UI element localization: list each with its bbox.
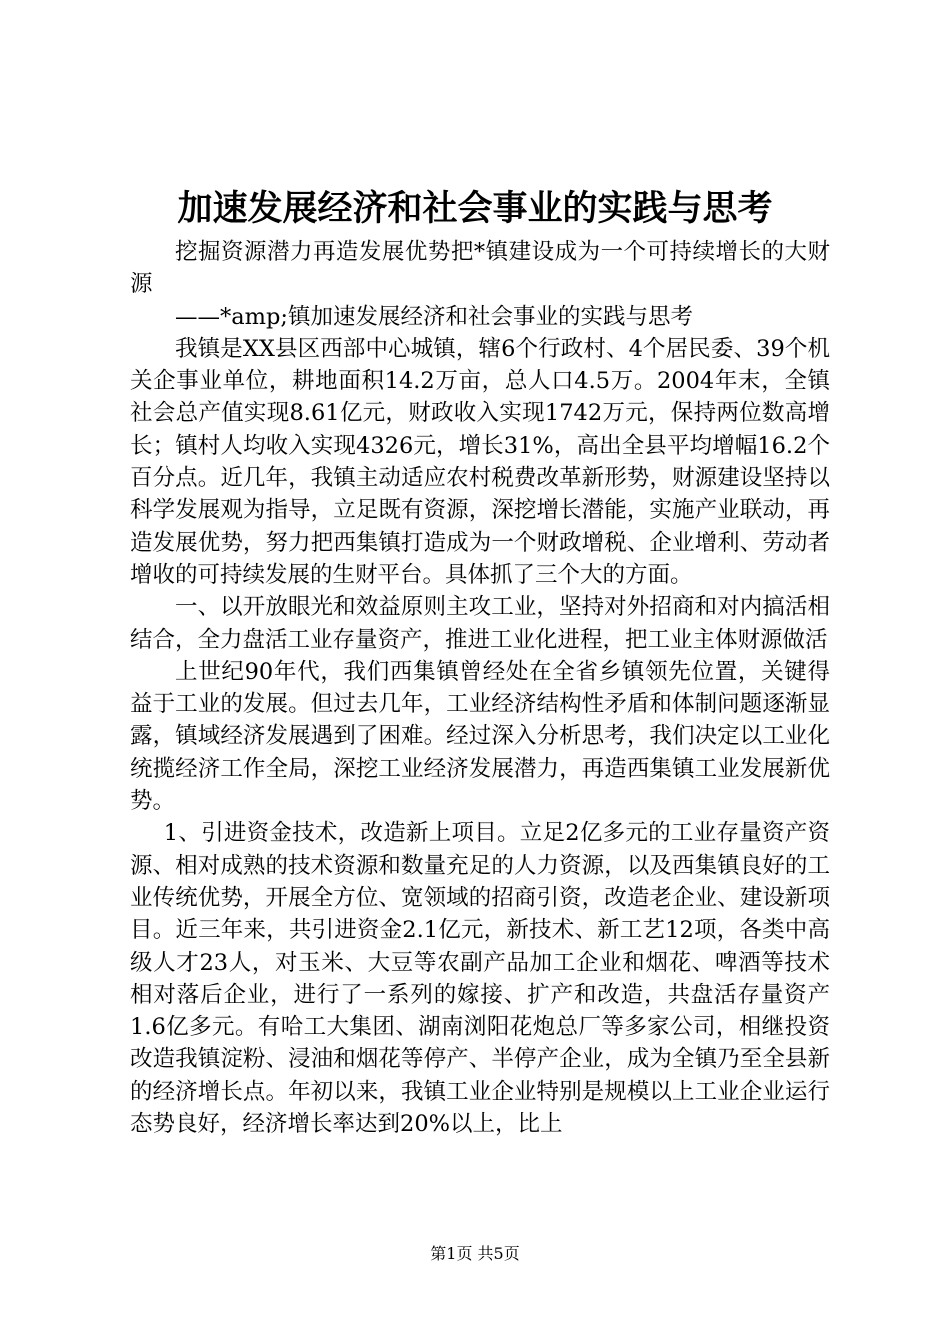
- document-title: 加速发展经济和社会事业的实践与思考: [177, 188, 773, 229]
- subtitle-paragraph: 挖掘资源潜力再造发展优势把*镇建设成为一个可持续增长的大财源: [130, 239, 830, 298]
- section-heading-1: 一、以开放眼光和效益原则主攻工业，坚持对外招商和对内搞活相结合，全力盘活工业存量资产，推进工业化进程，把工业主体财源做活: [130, 594, 830, 653]
- intro-paragraph: 我镇是XX县区西部中心城镇，辖6个行政村、4个居民委、39个机关企事业单位，耕地面积14.2万亩，总人口4.5万。2004年末，全镇社会总产值实现8.61亿元，财政收入实现1742万元，保持两位数高增长；镇村人均收入实现4326元，增长31%，高出全县平均增幅16.2个百分点。近几年，我镇主动适应农村税费改革新形势，财源建设坚持以科学发展观为指导，立足既有资源，深挖增长潜能，实施产业联动，再造发展优势，努力把西集镇打造成为一个财政增税、企业增利、劳动者增收的可持续发展的生财平台。具体抓了三个大的方面。: [130, 335, 830, 588]
- section-1-paragraph: 上世纪90年代，我们西集镇曾经处在全省乡镇领先位置，关键得益于工业的发展。但过去几年，工业经济结构性矛盾和体制问题逐渐显露，镇域经济发展遇到了困难。经过深入分析思考，我们决定以工业化统揽经济工作全局，深挖工业经济发展潜力，再造西集镇工业发展新优势。: [130, 658, 830, 815]
- item-1-paragraph: 1、引进资金技术，改造新上项目。立足2亿多元的工业存量资产资源、相对成熟的技术资源和数量充足的人力资源，以及西集镇良好的工业传统优势，开展全方位、宽领域的招商引资，改造老企业、建设新项目。近三年来，共引进资金2.1亿元，新技术、新工艺12项，各类中高级人才23人，对玉米、大豆等农副产品加工企业和烟花、啤酒等技术相对落后企业，进行了一系列的嫁接、扩产和改造，共盘活存量资产1.6亿多元。有哈工大集团、湖南浏阳花炮总厂等多家公司，相继投资改造我镇淀粉、浸油和烟花等停产、半停产企业，成为全镇乃至全县新的经济增长点。年初以来，我镇工业企业特别是规模以上工业企业运行态势良好，经济增长率达到20%以上，比上: [130, 820, 830, 1138]
- subtitle-dash-line: ——*amp;镇加速发展经济和社会事业的实践与思考: [175, 303, 693, 330]
- document-body: [130, 236, 830, 1140]
- page-footer: 第1页 共5页: [430, 1244, 520, 1263]
